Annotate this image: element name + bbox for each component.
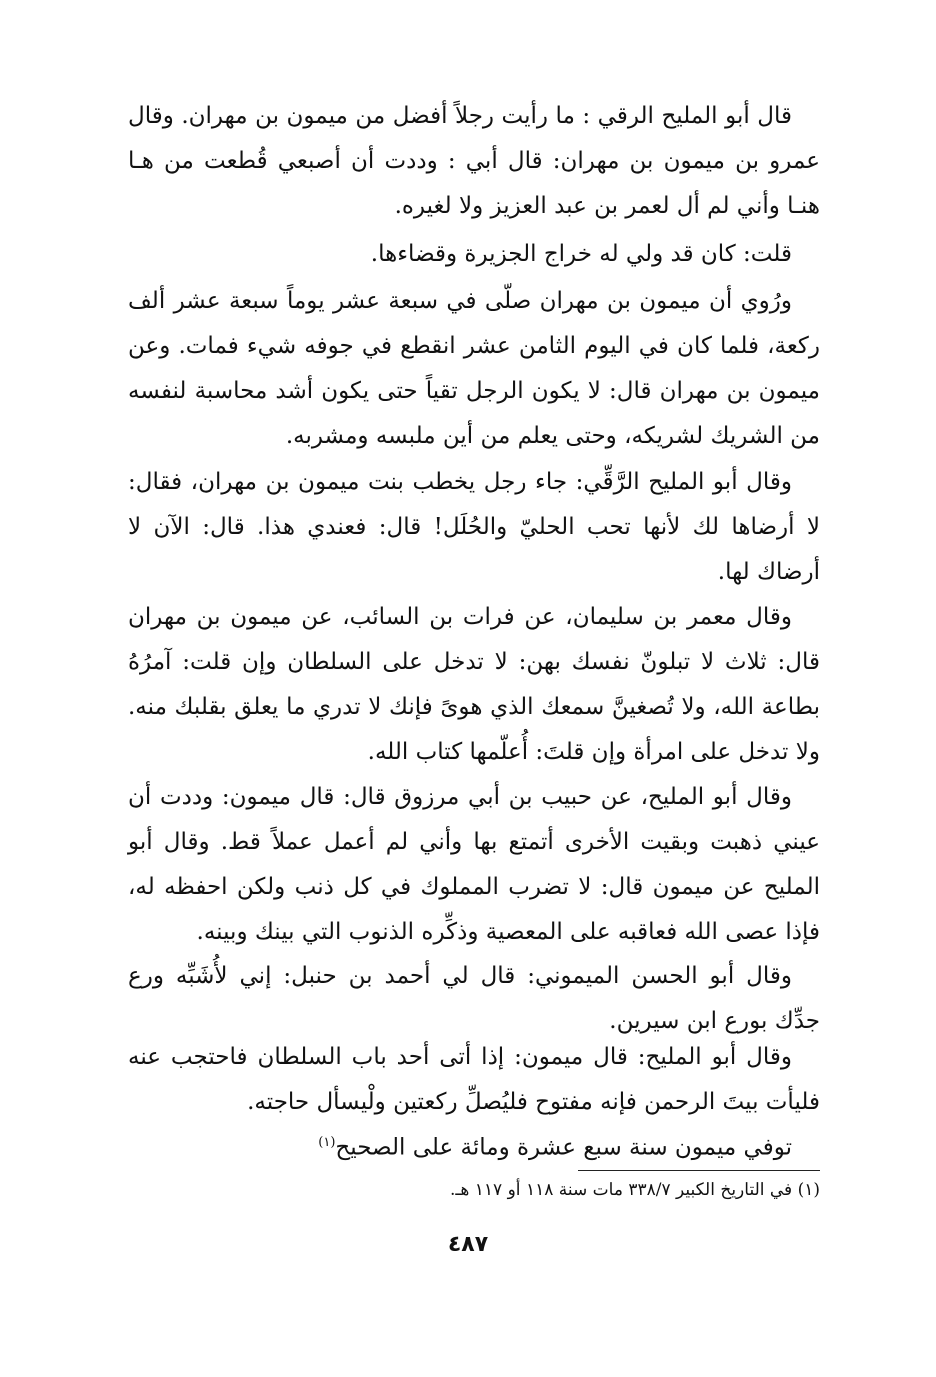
paragraph-text: قال أبو المليح الرقي : ما رأيت رجلاً أفضل من ميمون بن مهران. وقال عمرو بن ميمون بن مهران: قال أبي : وددت أن أصبعي قُطعت من هـا هنـا وأني لم أل لعمر بن عبد العزيز ولا لغيره. [128,103,820,219]
paragraph-habib-report [128,775,820,955]
paragraph-text: وقال أبو المليح الرَّقِّي: جاء رجل يخطب بنت ميمون بن مهران، فقال: لا أرضاها لك لأنها تحب الحليّ والحُلَل! قال: فعندي هذا. قال: الآن لا أرضاك لها. [128,469,820,585]
paragraph-death-date [128,1120,820,1171]
paragraph-abu-al-malih-quote [128,94,820,229]
paragraph-text: وقال معمر بن سليمان، عن فرات بن السائب، عن ميمون بن مهران قال: ثلاث لا تبلونّ نفسك بهن: لا تدخل على السلطان وإن قلت: آمرُهُ بطاعة الله، ولا تُصغينَّ سمعك الذي هوىً فإنك لا تدري ما يعلق بقلبك منه. ولا تدخل على امرأة وإن قلتَ: أُعلّمها كتاب الله. [128,604,820,765]
paragraph-text [128,1120,820,1171]
footnote-marker: (١) [318,1135,336,1150]
paragraph-text: وقال أبو الحسن الميموني: قال لي أحمد بن حنبل: إني لأُشَبِّه ورع جدِّك بورع ابن سيرين. [128,963,820,1034]
paragraph-ahmad-ibn-hanbal [128,954,820,1044]
paragraph-text: وقال أبو المليح: قال ميمون: إذا أتى أحد باب السلطان فاحتجب عنه فليأت بيتَ الرحمن فإنه مفتوح فليُصلِّ ركعتين ولْيسأل حاجته. [128,1044,820,1115]
paragraph-text: قلت: كان قد ولي له خراج الجزيرة وقضاءها. [370,241,792,267]
paragraph-note-jazira [128,232,820,277]
paragraph-three-warnings [128,595,820,775]
page-number: ٤٨٧ [447,1232,489,1257]
paragraph-seventeen-days [128,279,820,459]
footnote-divider [578,1170,820,1171]
paragraph-marriage-proposal [128,460,820,595]
paragraph-text: ورُوي أن ميمون بن مهران صلّى في سبعة عشر يوماً سبعة عشر ألف ركعة، فلما كان في اليوم الثامن عشر انقطع في جوفه شيء فمات. وعن ميمون بن مهران قال: لا يكون الرجل تقياً حتى يكون أشد محاسبة لنفسه من الشريك لشريكه، وحتى يعلم من أين ملبسه ومشربه. [128,288,820,449]
paragraph-sultan-door [128,1035,820,1125]
paragraph-text: وقال أبو المليح، عن حبيب بن أبي مرزوق قال: قال ميمون: وددت أن عيني ذهبت وبقيت الأخرى أتمتع بها وأني لم أعمل عملاً قط. وقال أبو المليح عن ميمون قال: لا تضرب المملوك في كل ذنب ولكن احفظه له، فإذا عصى الله فعاقبه على المعصية وذكِّره الذنوب التي بينك وبينه. [128,784,820,945]
death-date-text: توفي ميمون سنة سبع عشرة ومائة على الصحيح [335,1134,792,1161]
footnote: (١) في التاريخ الكبير ٣٣٨/٧ مات سنة ١١٨ أو ١١٧ هـ. [450,1180,820,1200]
